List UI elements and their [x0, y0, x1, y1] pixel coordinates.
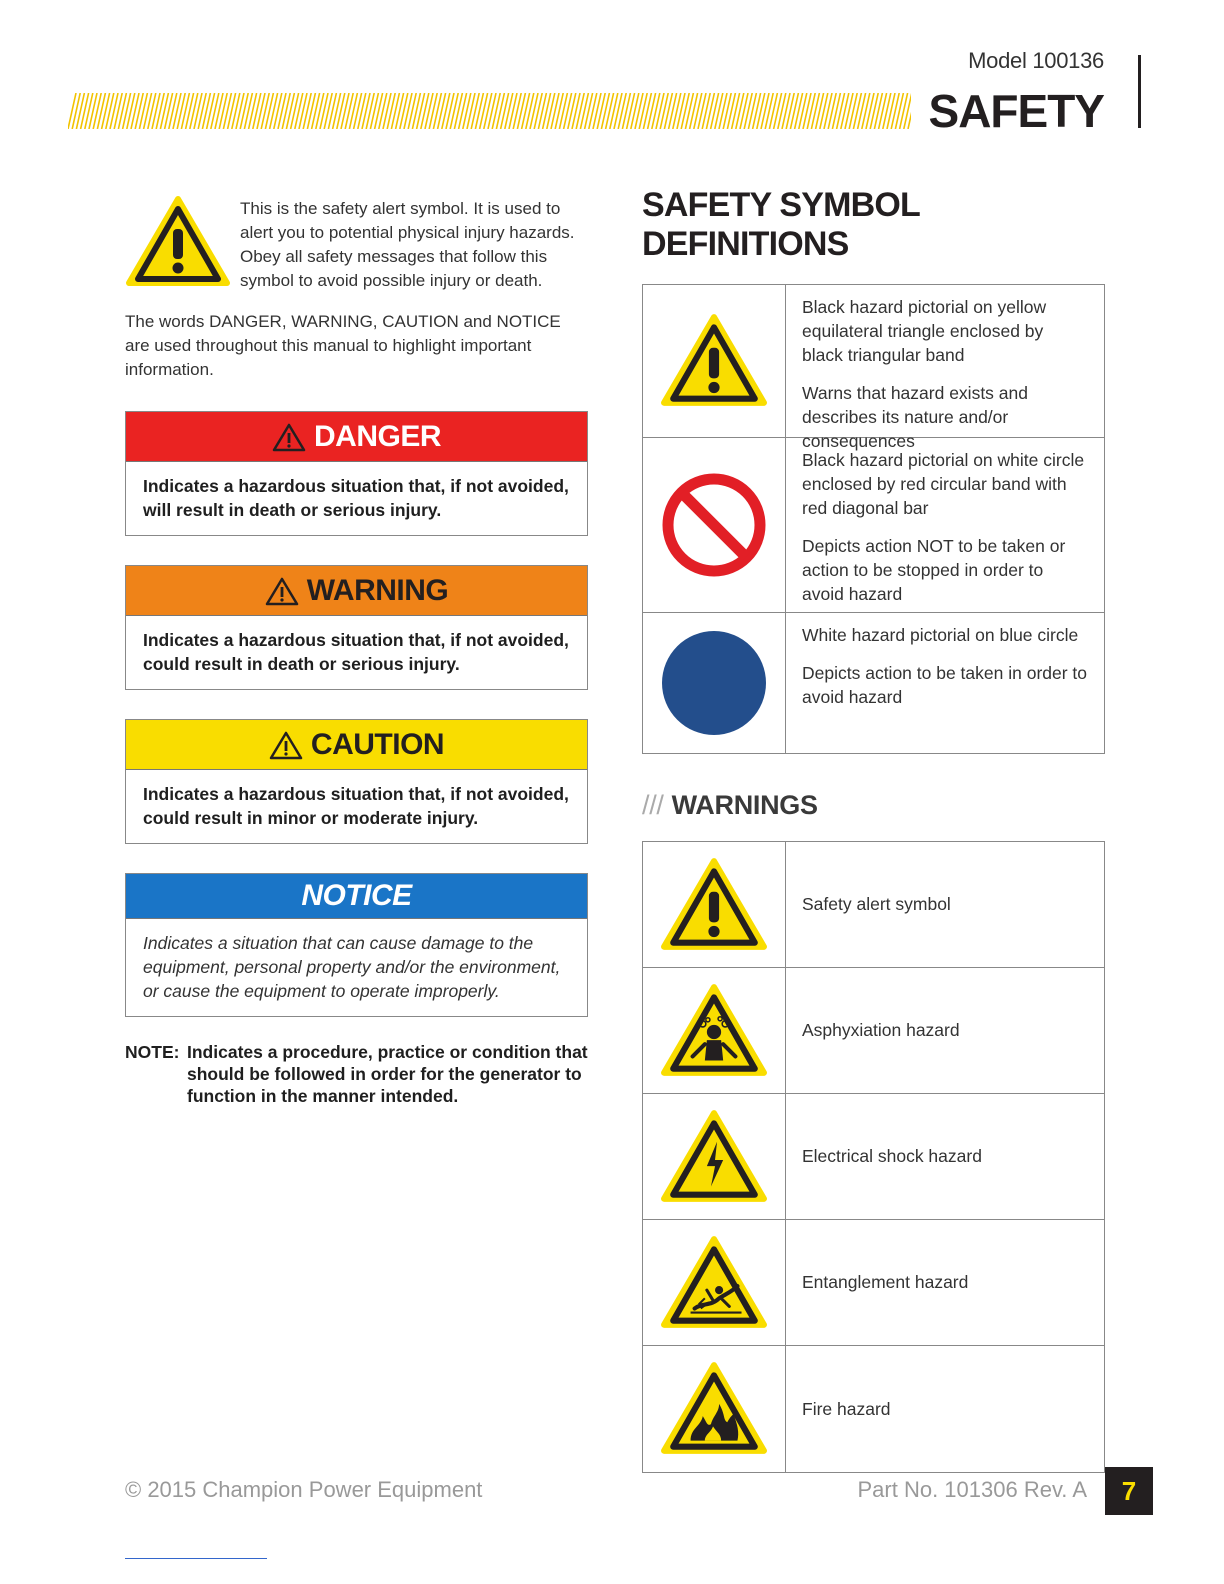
note-label: NOTE: [125, 1042, 180, 1062]
notice-label: NOTICE [301, 879, 412, 912]
entanglement-hazard-icon [660, 1235, 768, 1331]
model-number: Model 100136 [968, 48, 1104, 73]
definition-text [786, 285, 1104, 451]
warning-label: Electrical shock hazard [802, 1146, 982, 1166]
definition-row [643, 438, 1104, 613]
warning-icon-cell [643, 1094, 786, 1219]
header-divider [1138, 55, 1141, 128]
safety-alert-icon [125, 195, 231, 289]
danger-text: Indicates a hazardous situation that, if not avoided, will result in death or serious injury. [143, 476, 569, 520]
note-text: Indicates a procedure, practice or condition that should be followed in order for the generator to function in the manner intended. [187, 1042, 588, 1106]
warning-icon-cell [643, 1346, 786, 1472]
caution-header [126, 720, 587, 770]
warning-label: Entanglement hazard [802, 1272, 969, 1292]
definition-row [643, 285, 1104, 451]
fire-hazard-icon [660, 1361, 768, 1457]
warning-icon-cell [643, 968, 786, 1093]
definition-text [786, 613, 1104, 753]
safety-alert-icon [660, 857, 768, 953]
right-column [642, 186, 1105, 1473]
section-title: SAFETY [928, 85, 1104, 137]
electrical-shock-hazard-icon [660, 1109, 768, 1205]
caution-box [125, 719, 588, 844]
prohibition-icon [660, 471, 768, 579]
mandatory-blue-circle-icon [660, 629, 768, 737]
warning-label: WARNING [306, 573, 449, 607]
definition-description: White hazard pictorial on blue circle [802, 625, 1079, 645]
header-hatch-band [68, 93, 911, 129]
definitions-table [642, 284, 1105, 754]
warnings-title [642, 790, 1105, 821]
definition-icon-cell [643, 438, 786, 612]
notice-box [125, 873, 588, 1017]
definition-icon-cell [643, 613, 786, 753]
definition-row [643, 613, 1104, 753]
definition-description: Black hazard pictorial on yellow equilateral triangle enclosed by black triangular band [802, 297, 1047, 365]
warning-triangle-icon [272, 422, 306, 452]
danger-box [125, 411, 588, 536]
part-number: Part No. 101306 Rev. A [857, 1477, 1087, 1502]
warning-label: Asphyxiation hazard [802, 1020, 960, 1040]
title-slashes: /// [642, 790, 664, 820]
warning-row [643, 1094, 1104, 1220]
left-column [125, 195, 588, 1107]
definitions-title: SAFETY SYMBOL DEFINITIONS [642, 186, 920, 263]
definition-meaning: Depicts action to be taken in order to avoid hazard [802, 663, 1088, 707]
notice-header [126, 874, 587, 919]
copyright: © 2015 Champion Power Equipment [125, 1477, 483, 1502]
warning-row [643, 842, 1104, 968]
warning-icon-cell [643, 1220, 786, 1345]
definition-meaning: Warns that hazard exists and describes its nature and/or consequences [802, 383, 1028, 451]
warning-triangle-icon [265, 576, 299, 606]
warning-row [643, 1346, 1104, 1472]
warnings-table [642, 841, 1105, 1473]
definition-meaning: Depicts action NOT to be taken or action to be stopped in order to avoid hazard [802, 536, 1066, 604]
warning-triangle-icon [660, 313, 768, 409]
note-block [125, 1041, 588, 1107]
signal-words-description: The words DANGER, WARNING, CAUTION and NOTICE are used throughout this manual to highlight important information. [125, 312, 561, 379]
warnings-title-text: WARNINGS [671, 790, 818, 820]
footer-link-rule [125, 1558, 267, 1559]
warning-icon-cell [643, 842, 786, 967]
intro-block [125, 195, 588, 305]
definition-icon-cell [643, 285, 786, 437]
danger-header [126, 412, 587, 462]
warning-label: Safety alert symbol [802, 894, 951, 914]
danger-label: DANGER [313, 419, 441, 453]
caution-label: CAUTION [310, 727, 445, 761]
notice-text: Indicates a situation that can cause damage to the equipment, personal property and/or the environment, or cause the equipment to operate improperly. [143, 933, 561, 1001]
warning-label: Fire hazard [802, 1398, 891, 1419]
caution-text: Indicates a hazardous situation that, if not avoided, could result in minor or moderate injury. [143, 784, 569, 828]
definition-description: Black hazard pictorial on white circle enclosed by red circular band with red diagonal bar [802, 450, 1085, 518]
definition-text [786, 438, 1104, 612]
warning-row [643, 1220, 1104, 1346]
warning-header [126, 566, 587, 616]
warning-text: Indicates a hazardous situation that, if not avoided, could result in death or serious injury. [143, 630, 569, 674]
warning-triangle-icon [269, 730, 303, 760]
alert-symbol-description: This is the safety alert symbol. It is used to alert you to potential physical injury hazards. Obey all safety messages that follow this symbol to avoid possible injury or death. [240, 199, 575, 290]
page-number: 7 [1105, 1467, 1153, 1515]
asphyxiation-hazard-icon [660, 983, 768, 1079]
warning-row [643, 968, 1104, 1094]
warning-box [125, 565, 588, 690]
